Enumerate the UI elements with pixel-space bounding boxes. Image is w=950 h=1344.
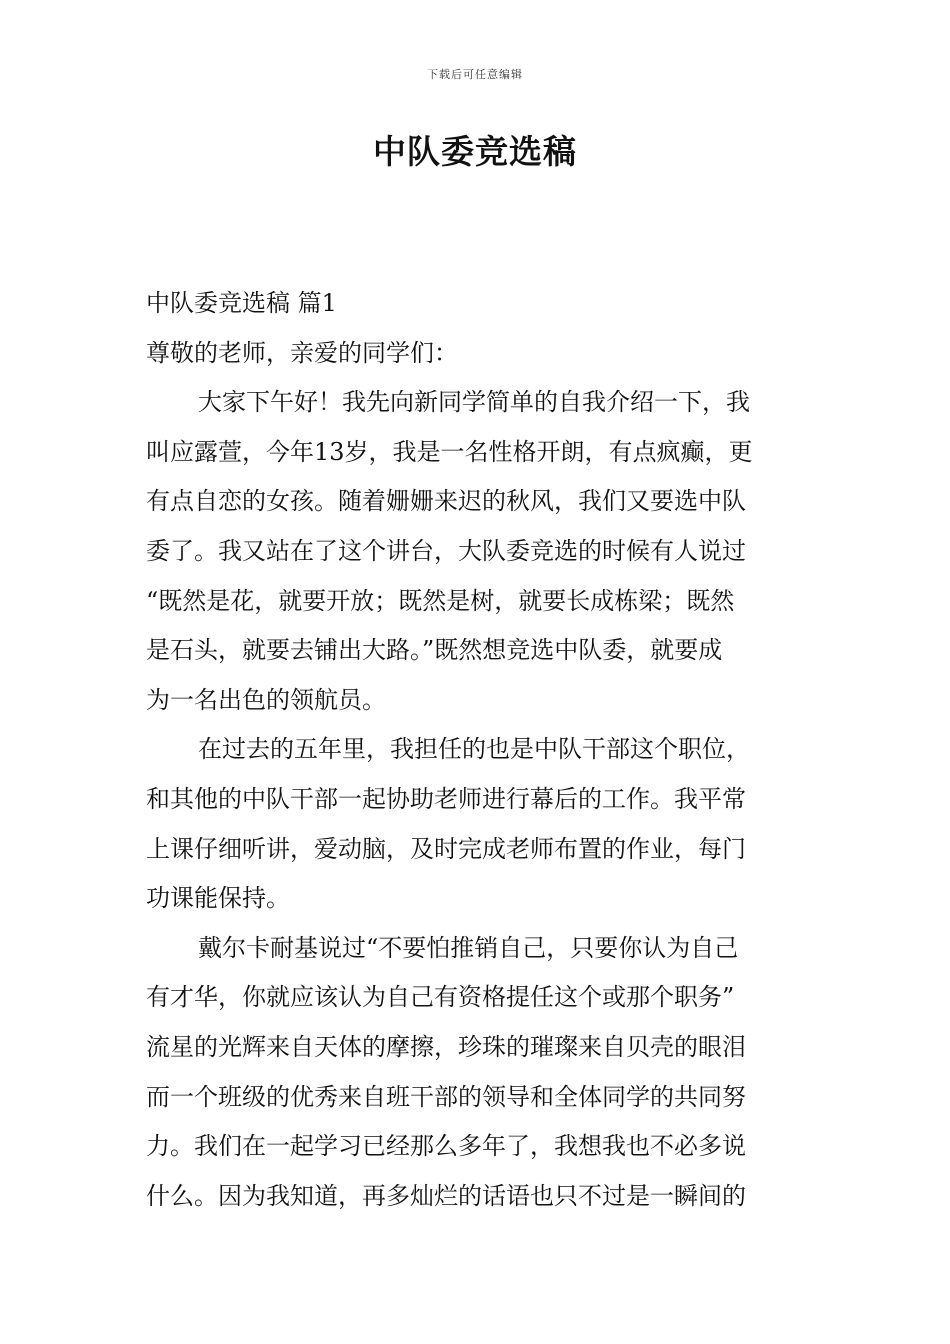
body-line: 功课能保持。 <box>146 884 290 913</box>
body-line: 是石头，就要去铺出大路。”既然想竞选中队委，就要成 <box>146 636 723 665</box>
body-line: 上课仔细听讲，爱动脑，及时完成老师布置的作业，每门 <box>146 834 746 863</box>
body-line: 叫应露萱，今年13岁，我是一名性格开朗，有点疯癫，更 <box>146 437 753 466</box>
body-line: 在过去的五年里，我担任的也是中队干部这个职位， <box>198 735 750 764</box>
document-title: 中队委竞选稿 <box>373 132 577 171</box>
body-line: 戴尔卡耐基说过“不要怕推销自己，只要你认为自己 <box>198 933 739 962</box>
body-line: 大家下午好！我先向新同学简单的自我介绍一下，我 <box>198 388 750 417</box>
body-line: 为一名出色的领航员。 <box>146 685 386 714</box>
body-line: 力。我们在一起学习已经那么多年了，我想我也不必多说 <box>146 1132 746 1161</box>
body-line: 什么。因为我知道，再多灿烂的话语也只不过是一瞬间的 <box>146 1181 746 1210</box>
body-line: 而一个班级的优秀来自班干部的领导和全体同学的共同努 <box>146 1082 746 1111</box>
salutation: 尊敬的老师，亲爱的同学们： <box>146 338 458 367</box>
body-line: 有点自恋的女孩。随着姗姗来迟的秋风，我们又要选中队 <box>146 487 746 516</box>
body-line: 有才华，你就应该认为自己有资格提任这个或那个职务” <box>146 983 735 1012</box>
section-heading: 中队委竞选稿 篇1 <box>146 289 337 317</box>
body-lines <box>146 378 810 1221</box>
document-body <box>146 279 810 1221</box>
body-line: 委了。我又站在了这个讲台，大队委竞选的时候有人说过 <box>146 536 746 565</box>
header-note: 下载后可任意编辑 <box>427 68 523 81</box>
body-line: “既然是花，就要开放；既然是树，就要长成栋梁；既然 <box>146 586 735 615</box>
body-line: 流星的光辉来自天体的摩擦，珍珠的璀璨来自贝壳的眼泪 <box>146 1032 746 1061</box>
body-line: 和其他的中队干部一起协助老师进行幕后的工作。我平常 <box>146 784 746 813</box>
